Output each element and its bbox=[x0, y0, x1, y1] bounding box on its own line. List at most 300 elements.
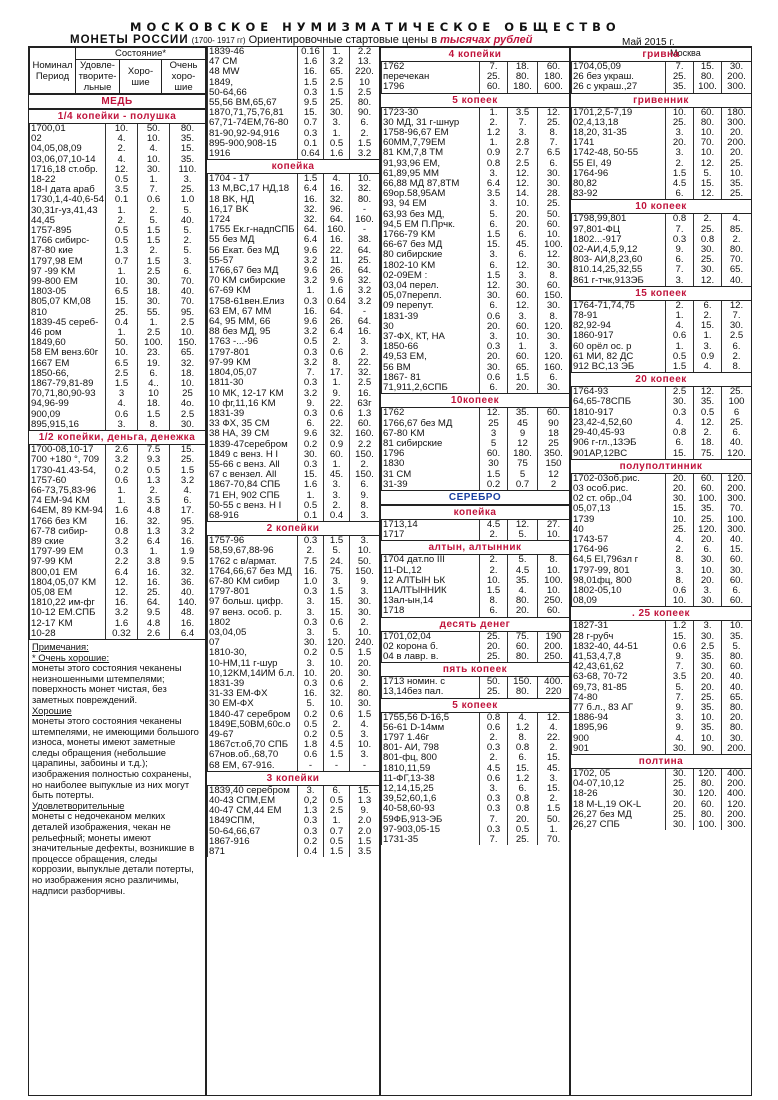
coin-period: 31-33 EM-ФХ bbox=[208, 689, 298, 699]
table-row bbox=[382, 159, 570, 169]
price-grade-3: 10. bbox=[170, 379, 206, 389]
price-grade-1: 0.5 bbox=[106, 175, 138, 185]
price-grade-3: 10 bbox=[350, 78, 380, 88]
table-row bbox=[572, 566, 752, 576]
price-grade-3: 160. bbox=[350, 215, 380, 225]
price-grade-2: 35. bbox=[694, 703, 722, 713]
price-grade-3: 6. bbox=[350, 118, 380, 128]
price-grade-2: 4.5 bbox=[324, 740, 350, 750]
table-row bbox=[382, 148, 570, 158]
price-grade-1: 5. bbox=[298, 699, 324, 709]
table-row bbox=[208, 491, 380, 501]
price-grade-3: 60. bbox=[722, 555, 752, 565]
price-grade-2: 4. bbox=[138, 144, 170, 154]
coin-period: 04 в лавр. в. bbox=[382, 652, 480, 662]
price-grade-1: 2. bbox=[106, 144, 138, 154]
table-row bbox=[382, 250, 570, 260]
price-grade-2: 23. bbox=[138, 348, 170, 358]
table-row bbox=[208, 399, 380, 409]
table-row bbox=[382, 530, 570, 540]
price-grade-1: 30. bbox=[480, 291, 508, 301]
coin-period: 1849,60 bbox=[30, 338, 106, 348]
table-row bbox=[208, 699, 380, 709]
coin-period: 1766,67 без МД bbox=[382, 419, 480, 429]
price-grade-1: 30. bbox=[666, 820, 694, 830]
table-row bbox=[208, 806, 380, 816]
coin-period: 02-09EM : bbox=[382, 271, 480, 281]
price-table bbox=[381, 62, 570, 93]
coin-period: 1811-30 bbox=[208, 378, 298, 388]
table-row bbox=[208, 98, 380, 108]
price-grade-2: 180. bbox=[508, 82, 538, 92]
price-grade-3: 3. bbox=[350, 730, 380, 740]
table-row bbox=[382, 774, 570, 784]
table-row bbox=[382, 301, 570, 311]
table-row bbox=[572, 362, 752, 372]
price-grade-3: 4о. bbox=[170, 399, 206, 409]
price-grade-3: 63г bbox=[350, 399, 380, 409]
price-grade-1: 1.5 bbox=[480, 586, 508, 596]
price-grade-1: 0.5 bbox=[298, 501, 324, 511]
price-grade-3: 25 bbox=[538, 439, 570, 449]
price-grade-2: 10. bbox=[324, 699, 350, 709]
price-grade-3: 2. bbox=[538, 743, 570, 753]
coin-period: 1704 - 17 bbox=[208, 174, 298, 184]
table-row bbox=[572, 245, 752, 255]
price-grade-2: 10. bbox=[508, 199, 538, 209]
price-grade-2: 3. bbox=[508, 271, 538, 281]
table-row bbox=[382, 687, 570, 697]
price-grade-1: 0.2 bbox=[298, 730, 324, 740]
coin-period: 1831-39 bbox=[208, 679, 298, 689]
price-grade-2: 2.7 bbox=[508, 148, 538, 158]
price-grade-2: 30. bbox=[694, 555, 722, 565]
price-grade-1: 15. bbox=[298, 470, 324, 480]
section-title: полтина bbox=[571, 754, 751, 769]
price-grade-1: 0.8 bbox=[480, 713, 508, 723]
table-row bbox=[208, 215, 380, 225]
price-grade-3: 9. bbox=[350, 491, 380, 501]
coin-period: 1702-03об.рис. bbox=[572, 474, 666, 484]
table-row bbox=[382, 419, 570, 429]
coin-period: 16,17 BK bbox=[208, 205, 298, 215]
section-title: полуполтинник bbox=[571, 459, 751, 474]
table-row bbox=[382, 606, 570, 616]
table-row bbox=[572, 235, 752, 245]
coin-period: 1667 EM bbox=[30, 359, 106, 369]
price-grade-2: 9.3 bbox=[138, 455, 170, 465]
coin-period: 1718 bbox=[382, 606, 480, 616]
coin-period: 82,92-94 bbox=[572, 321, 666, 331]
price-grade-1: 3. bbox=[666, 713, 694, 723]
table-row bbox=[208, 511, 380, 521]
price-grade-3: 180. bbox=[538, 72, 570, 82]
price-grade-2: 19. bbox=[138, 359, 170, 369]
price-grade-2: 15. bbox=[694, 62, 722, 72]
price-grade-3: 2. bbox=[350, 679, 380, 689]
price-grade-3: 20. bbox=[722, 128, 752, 138]
table-row bbox=[572, 72, 752, 82]
price-grade-1: 9. bbox=[666, 723, 694, 733]
price-grade-2: 1. bbox=[138, 318, 170, 328]
price-grade-2: 20. bbox=[508, 210, 538, 220]
price-grade-2: 5. bbox=[324, 546, 350, 556]
price-grade-2: 3. bbox=[324, 480, 350, 490]
price-grade-1: 0.2 bbox=[298, 648, 324, 658]
price-grade-3: 15. bbox=[538, 784, 570, 794]
price-table bbox=[571, 214, 752, 285]
table-row bbox=[382, 363, 570, 373]
table-row bbox=[572, 515, 752, 525]
coin-period: 66-67 без МД bbox=[382, 240, 480, 250]
table-row bbox=[382, 138, 570, 148]
price-grade-3: 40. bbox=[170, 287, 206, 297]
coin-period: 68-916 bbox=[208, 511, 298, 521]
price-grade-2: 70. bbox=[694, 138, 722, 148]
price-grade-2: 2. bbox=[694, 428, 722, 438]
price-grade-2: 1.5 bbox=[138, 236, 170, 246]
coin-period: 94,5 EM П.Пpчк. bbox=[382, 220, 480, 230]
price-grade-1: 32. bbox=[298, 215, 324, 225]
column-2 bbox=[206, 46, 380, 1096]
price-grade-1: 6.4 bbox=[298, 184, 324, 194]
coin-period: 18-26 bbox=[572, 789, 666, 799]
price-grade-2: 32. bbox=[324, 689, 350, 699]
price-grade-1: 6. bbox=[298, 419, 324, 429]
price-grade-2: 26. bbox=[324, 317, 350, 327]
coin-period: 46 ром bbox=[30, 328, 106, 338]
price-grade-3: 32. bbox=[350, 184, 380, 194]
price-grade-2: 160. bbox=[324, 225, 350, 235]
coin-period: 64, 95 MM, 66 bbox=[208, 317, 298, 327]
notes bbox=[29, 639, 205, 898]
coin-period: 55-66 с венз. All bbox=[208, 460, 298, 470]
table-row bbox=[382, 261, 570, 271]
coin-period: 61 MИ, 82 ДС bbox=[572, 352, 666, 362]
coin-period: 44,45 bbox=[30, 216, 106, 226]
table-row bbox=[572, 128, 752, 138]
price-grade-3: 3.2 bbox=[350, 297, 380, 307]
price-grade-3: 1.5 bbox=[538, 804, 570, 814]
coin-period: 49,53 EM, bbox=[382, 352, 480, 362]
price-grade-1: 9. bbox=[298, 399, 324, 409]
table-row bbox=[382, 520, 570, 530]
price-grade-1: 6.5 bbox=[106, 287, 138, 297]
coin-period: 02 bbox=[30, 134, 106, 144]
coin-period: 1757-895 bbox=[30, 226, 106, 236]
price-grade-2: 12. bbox=[694, 387, 722, 397]
price-table bbox=[381, 108, 570, 394]
table-row bbox=[30, 466, 206, 476]
table-row bbox=[30, 557, 206, 567]
coin-period: 89 ские bbox=[30, 537, 106, 547]
price-grade-2: 16. bbox=[138, 578, 170, 588]
price-grade-2: 22. bbox=[324, 399, 350, 409]
price-grade-2: 1.5 bbox=[324, 750, 350, 760]
price-table bbox=[571, 387, 752, 458]
price-grade-2: 1. bbox=[324, 47, 350, 57]
table-row bbox=[382, 128, 570, 138]
price-grade-2: 0.6 bbox=[324, 348, 350, 358]
price-grade-3: 6. bbox=[722, 586, 752, 596]
price-grade-1: 25. bbox=[666, 118, 694, 128]
coin-period: 1839-46 bbox=[208, 47, 298, 57]
price-grade-2: 1. bbox=[324, 378, 350, 388]
coin-period: 80,82 bbox=[572, 179, 666, 189]
price-grade-1: 1.5 bbox=[666, 169, 694, 179]
price-grade-1: 0.1 bbox=[106, 195, 138, 205]
price-grade-1: 0.9 bbox=[480, 148, 508, 158]
coin-period: 38 НА, 39 CM bbox=[208, 429, 298, 439]
price-grade-3: 150. bbox=[170, 338, 206, 348]
price-grade-3: 250. bbox=[538, 652, 570, 662]
coin-period: 40-58,60-93 bbox=[382, 804, 480, 814]
coin-period: 64,65-78CПБ bbox=[572, 397, 666, 407]
price-grade-2: 2.5 bbox=[324, 78, 350, 88]
price-grade-1: 3. bbox=[480, 784, 508, 794]
table-row bbox=[30, 547, 206, 557]
price-grade-3: 2. bbox=[350, 460, 380, 470]
document-title bbox=[70, 34, 532, 46]
coin-period: 58 EM венз.60г bbox=[30, 348, 106, 358]
price-grade-2: 17. bbox=[324, 368, 350, 378]
price-grade-1: 4. bbox=[106, 155, 138, 165]
coin-period: 64EM, 89 KM-94 bbox=[30, 506, 106, 516]
price-grade-3: 2.5 bbox=[350, 88, 380, 98]
table-row bbox=[572, 62, 752, 72]
table-row bbox=[572, 621, 752, 631]
table-row bbox=[208, 205, 380, 215]
price-grade-3: 7. bbox=[538, 138, 570, 148]
coin-period: 99-800 EM bbox=[30, 277, 106, 287]
table-row bbox=[572, 723, 752, 733]
price-grade-1: 15. bbox=[298, 108, 324, 118]
price-grade-2: 80. bbox=[694, 72, 722, 82]
price-grade-2: 100. bbox=[694, 820, 722, 830]
price-grade-3: 50. bbox=[538, 210, 570, 220]
price-grade-2: 0.5 bbox=[324, 796, 350, 806]
price-grade-3: 8. bbox=[538, 271, 570, 281]
price-grade-1: 25 bbox=[480, 419, 508, 429]
table-row bbox=[382, 271, 570, 281]
price-grade-3: 300. bbox=[722, 820, 752, 830]
coin-period: 1797 1.46г bbox=[382, 733, 480, 743]
price-grade-2: 100. bbox=[694, 82, 722, 92]
price-grade-3: 1.5 bbox=[350, 648, 380, 658]
price-grade-3: - bbox=[350, 225, 380, 235]
coin-period: 1849СПМ, bbox=[208, 816, 298, 826]
table-row bbox=[382, 189, 570, 199]
price-grade-2: 2. bbox=[138, 206, 170, 216]
price-grade-2: 45 bbox=[508, 419, 538, 429]
coin-period: 10,12KM,14ИМ б.л. bbox=[208, 669, 298, 679]
price-grade-3: 25 bbox=[170, 389, 206, 399]
price-grade-1: 6. bbox=[666, 189, 694, 199]
coin-period: 47 CM bbox=[208, 57, 298, 67]
price-grade-2: 120. bbox=[694, 789, 722, 799]
coin-period: 801-фц, 800 bbox=[382, 753, 480, 763]
table-row bbox=[30, 267, 206, 277]
coin-period: 1832-40, 44-51 bbox=[572, 642, 666, 652]
price-grade-2: 3. bbox=[508, 312, 538, 322]
price-grade-2: 0.5 bbox=[324, 139, 350, 149]
price-grade-2: 5. bbox=[508, 555, 538, 565]
price-grade-3: 8. bbox=[350, 501, 380, 511]
price-grade-3: 25. bbox=[722, 189, 752, 199]
coin-period: 1849Е,50ВМ,60с.о bbox=[208, 720, 298, 730]
column-4 bbox=[570, 46, 752, 1096]
price-grade-3: 64. bbox=[350, 317, 380, 327]
price-grade-3: 40. bbox=[722, 672, 752, 682]
price-grade-2: 10. bbox=[694, 128, 722, 138]
price-grade-1: 2. bbox=[106, 216, 138, 226]
price-grade-2: 3.8 bbox=[138, 557, 170, 567]
price-grade-2: 10. bbox=[694, 148, 722, 158]
price-table bbox=[207, 47, 380, 159]
price-grade-3: 30. bbox=[538, 179, 570, 189]
table-row bbox=[208, 557, 380, 567]
price-grade-1: 20. bbox=[666, 800, 694, 810]
price-grade-2: 30. bbox=[508, 281, 538, 291]
price-grade-3: 30. bbox=[722, 566, 752, 576]
table-row bbox=[30, 134, 206, 144]
table-row bbox=[208, 480, 380, 490]
table-row bbox=[208, 669, 380, 679]
coin-period: 67-78 сибир- bbox=[30, 527, 106, 537]
price-grade-3: 13. bbox=[350, 57, 380, 67]
price-grade-1: 0.3 bbox=[666, 408, 694, 418]
price-grade-1: 5 bbox=[480, 439, 508, 449]
price-grade-3: 150. bbox=[350, 567, 380, 577]
price-grade-2: 6. bbox=[324, 786, 350, 796]
section-title: копейка bbox=[381, 505, 569, 520]
price-grade-2: 20. bbox=[508, 220, 538, 230]
price-table bbox=[571, 62, 752, 93]
table-row bbox=[30, 175, 206, 185]
price-grade-3: 12. bbox=[538, 713, 570, 723]
coin-period: 56 Екат. без МД bbox=[208, 246, 298, 256]
price-grade-3: 65. bbox=[722, 693, 752, 703]
price-grade-1: 3. bbox=[298, 597, 324, 607]
price-grade-2: 2.5 bbox=[508, 159, 538, 169]
price-grade-2: 2. bbox=[324, 337, 350, 347]
price-grade-3: 6. bbox=[350, 480, 380, 490]
coin-period: 18-22 bbox=[30, 175, 106, 185]
table-row bbox=[382, 429, 570, 439]
price-grade-1: 1. bbox=[666, 342, 694, 352]
coin-period: 60MM,7,79EM bbox=[382, 138, 480, 148]
price-grade-1: 0.3 bbox=[298, 378, 324, 388]
price-grade-3: 10. bbox=[350, 546, 380, 556]
price-grade-2: 1.5 bbox=[324, 847, 350, 857]
price-grade-1: 20. bbox=[666, 474, 694, 484]
price-grade-1: 3. bbox=[480, 332, 508, 342]
coin-period: 97 больш. цифр. bbox=[208, 597, 298, 607]
price-grade-1: 0.8 bbox=[480, 159, 508, 169]
coin-period: 1870,71,75,76,81 bbox=[208, 108, 298, 118]
price-grade-3: 25. bbox=[538, 199, 570, 209]
price-grade-3: - bbox=[350, 205, 380, 215]
price-grade-3: 9. bbox=[350, 577, 380, 587]
price-grade-2: 35. bbox=[694, 397, 722, 407]
coin-period: 1867ст.об,70 СПБ bbox=[208, 740, 298, 750]
table-row bbox=[208, 78, 380, 88]
price-grade-3: 22. bbox=[350, 358, 380, 368]
price-grade-1: 0.64 bbox=[298, 149, 324, 159]
coin-period: 41,53,4,7,8 bbox=[572, 652, 666, 662]
price-grade-3: 220. bbox=[350, 67, 380, 77]
price-grade-3: 160. bbox=[538, 363, 570, 373]
table-row bbox=[208, 327, 380, 337]
price-grade-2: 6. bbox=[138, 369, 170, 379]
price-grade-1: 0.3 bbox=[480, 804, 508, 814]
section-title: 1/4 копейки - полушка bbox=[29, 109, 205, 124]
table-row bbox=[208, 246, 380, 256]
price-grade-1: 20. bbox=[480, 322, 508, 332]
price-grade-1: 2.6 bbox=[106, 445, 138, 455]
price-grade-2: 64. bbox=[138, 598, 170, 608]
price-grade-1: 3. bbox=[666, 128, 694, 138]
table-row bbox=[382, 322, 570, 332]
table-row bbox=[30, 496, 206, 506]
table-row bbox=[382, 82, 570, 92]
price-grade-2: 90. bbox=[694, 744, 722, 754]
coin-period: 63-68, 70-72 bbox=[572, 672, 666, 682]
price-grade-1: 3. bbox=[298, 608, 324, 618]
coin-period: 60 орёл ос. р bbox=[572, 342, 666, 352]
table-row bbox=[382, 383, 570, 393]
coin-period: 02 корона б. bbox=[382, 642, 480, 652]
table-row bbox=[30, 287, 206, 297]
price-grade-2: 1.6 bbox=[324, 149, 350, 159]
price-grade-3: 200. bbox=[722, 138, 752, 148]
price-grade-1: 1.0 bbox=[298, 577, 324, 587]
coin-period: 1743-57 bbox=[572, 535, 666, 545]
table-row bbox=[30, 348, 206, 358]
coin-period: 1757-60 bbox=[30, 476, 106, 486]
table-row bbox=[572, 810, 752, 820]
price-grade-2: 2.6 bbox=[138, 629, 170, 639]
coin-period: 03,04,05 bbox=[208, 628, 298, 638]
price-grade-3: 20. bbox=[350, 659, 380, 669]
coin-period: 1840-47 серебром bbox=[208, 710, 298, 720]
coin-period: 63,93 без МД, bbox=[382, 210, 480, 220]
price-grade-3: 22. bbox=[538, 733, 570, 743]
price-grade-2: 0.6 bbox=[138, 195, 170, 205]
coin-period: 11АЛТЫННИК bbox=[382, 586, 480, 596]
coin-period: 1830 bbox=[382, 459, 480, 469]
section-title: . 25 копеек bbox=[571, 606, 751, 621]
price-grade-2: 2. bbox=[694, 311, 722, 321]
price-grade-1: 1.2 bbox=[480, 128, 508, 138]
price-grade-2: 30. bbox=[694, 245, 722, 255]
price-grade-1: 16. bbox=[298, 567, 324, 577]
price-grade-2: 20. bbox=[324, 669, 350, 679]
price-grade-1: 3. bbox=[480, 169, 508, 179]
coin-period: 61,89,95 MM bbox=[382, 169, 480, 179]
table-row bbox=[382, 555, 570, 565]
table-row bbox=[572, 474, 752, 484]
table-row bbox=[30, 379, 206, 389]
table-row bbox=[382, 230, 570, 240]
table-row bbox=[382, 804, 570, 814]
price-grade-1: 9. bbox=[666, 703, 694, 713]
price-grade-1: 6. bbox=[480, 220, 508, 230]
table-row bbox=[208, 679, 380, 689]
price-grade-3: 3.2 bbox=[170, 476, 206, 486]
price-grade-2: 80. bbox=[508, 596, 538, 606]
price-grade-2: 35. bbox=[508, 408, 538, 418]
